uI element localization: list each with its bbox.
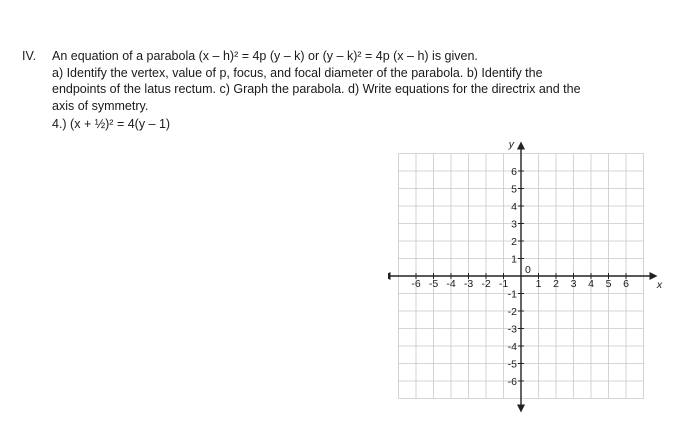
y-tick-label: -2	[507, 306, 517, 318]
y-tick-label: 6	[511, 166, 517, 178]
y-tick-label: 3	[511, 218, 517, 231]
y-axis-bottom-arrow	[517, 405, 525, 413]
x-tick-label: -6	[411, 278, 421, 291]
y-tick-label: -6	[507, 376, 517, 388]
problem-block	[22, 48, 682, 133]
x-tick-label: 5	[605, 278, 612, 291]
instruction-line-2: endpoints of the latus rectum. c) Graph the parabola. d) Write equations for the directrix and the	[52, 82, 581, 96]
coordinate-grid-svg	[388, 128, 664, 414]
instruction-line-1: a) Identify the vertex, value of p, focus, and focal diameter of the parabola. b) Identify the	[52, 65, 543, 80]
x-tick-label: -2	[481, 278, 491, 291]
y-axis-top-arrow	[517, 142, 525, 150]
x-tick-label: 1	[535, 278, 542, 291]
y-axis-label: y	[508, 138, 514, 151]
x-tick-label: -4	[446, 278, 456, 291]
subproblem-equation: 4.) (x + ½)² = 4(y – 1)	[52, 117, 171, 131]
x-tick-label: 4	[588, 278, 594, 291]
y-tick-label: -4	[507, 341, 517, 353]
origin-label: 0	[525, 264, 531, 276]
instruction-line-3: axis of symmetry.	[52, 98, 149, 113]
y-tick-label: 4	[511, 201, 517, 213]
x-axis-left-arrow	[388, 272, 391, 280]
x-tick-label: -1	[498, 278, 509, 291]
y-tick-label: 1	[511, 253, 517, 266]
x-axis-label: x	[656, 279, 663, 291]
problem-numeral: IV.	[22, 49, 37, 63]
y-tick-label: -5	[507, 358, 517, 371]
x-tick-label: 3	[570, 278, 577, 291]
x-tick-label: 6	[623, 278, 629, 291]
y-tick-label: 2	[511, 236, 517, 248]
y-tick-label: -3	[507, 323, 517, 336]
x-tick-label: -3	[463, 278, 474, 291]
x-tick-label: 2	[553, 278, 559, 291]
problem-statement-row	[22, 48, 682, 65]
y-tick-label: 5	[511, 183, 517, 196]
coordinate-grid	[388, 128, 664, 414]
x-tick-label: -5	[428, 278, 439, 291]
y-tick-label: -1	[507, 288, 517, 301]
problem-statement: An equation of a parabola (x – h)² = 4p (y – k) or (y – k)² = 4p (x – h) is given.	[52, 49, 478, 63]
